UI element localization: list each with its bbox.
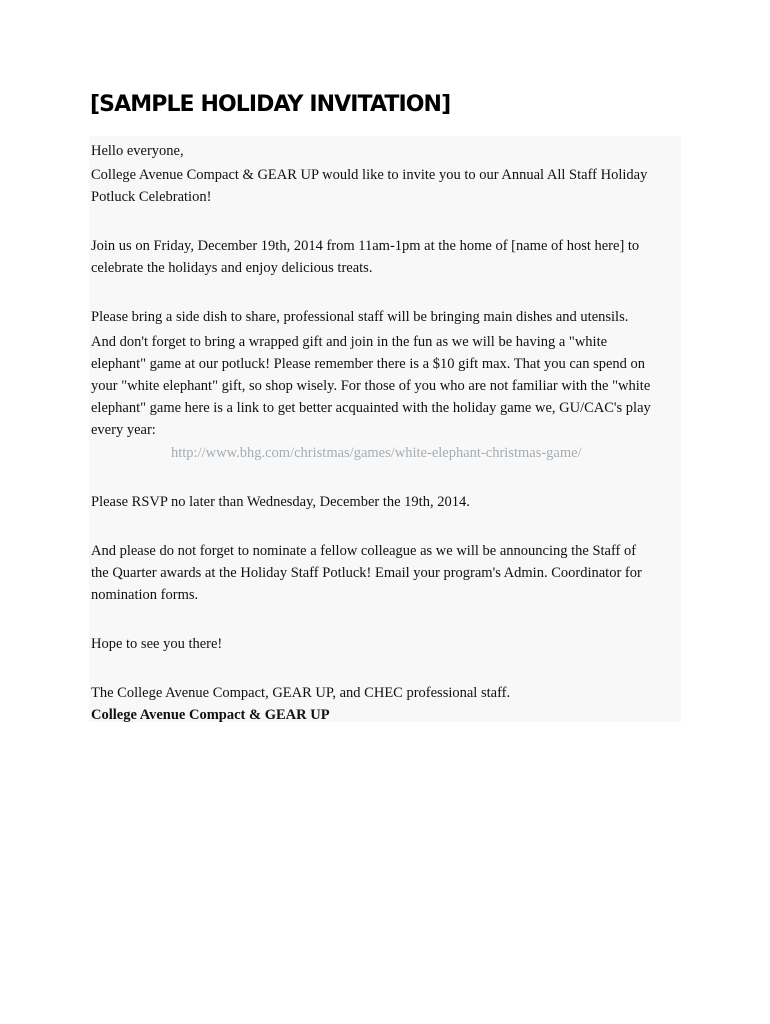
signature-text: College Avenue Compact & GEAR UP	[91, 707, 330, 723]
details-line-2: celebrate the holidays and enjoy delicious treats.	[91, 260, 373, 276]
gift-line-2: elephant" game at our potluck! Please remember there is a $10 gift max. That you can spend on	[91, 356, 646, 372]
signoff-text: The College Avenue Compact, GEAR UP, and CHEC professional staff.	[91, 685, 511, 701]
details-line-1: Join us on Friday, December 19th, 2014 from 11am-1pm at the home of [name of host here] to	[91, 238, 640, 254]
nominate-line-3: nomination forms.	[91, 587, 199, 603]
gift-line-1: And don't forget to bring a wrapped gift and join in the fun as we will be having a "white	[91, 334, 608, 350]
side-dish-text: Please bring a side dish to share, professional staff will be bringing main dishes and utensils.	[91, 309, 629, 325]
rsvp-text: Please RSVP no later than Wednesday, December the 19th, 2014.	[91, 494, 470, 510]
gift-line-5: every year:	[91, 422, 156, 438]
nominate-line-1: And please do not forget to nominate a fellow colleague as we will be announcing the Staff of	[91, 543, 637, 559]
intro-line-1: College Avenue Compact & GEAR UP would like to invite you to our Annual All Staff Holiday	[91, 167, 648, 183]
intro-line-2: Potluck Celebration!	[91, 189, 212, 205]
white-elephant-link[interactable]: http://www.bhg.com/christmas/games/white-elephant-christmas-game/	[171, 445, 582, 461]
gift-line-4: elephant" game here is a link to get better acquainted with the holiday game we, GU/CAC's play	[91, 400, 651, 416]
gift-line-3: your "white elephant" gift, so shop wisely. For those of you who are not familiar with the "white	[91, 378, 651, 394]
document-title: [SAMPLE HOLIDAY INVITATION]	[90, 92, 451, 117]
greeting-text: Hello everyone,	[91, 143, 184, 159]
closing-text: Hope to see you there!	[91, 636, 223, 652]
nominate-line-2: the Quarter awards at the Holiday Staff Potluck! Email your program's Admin. Coordinator for	[91, 565, 642, 581]
